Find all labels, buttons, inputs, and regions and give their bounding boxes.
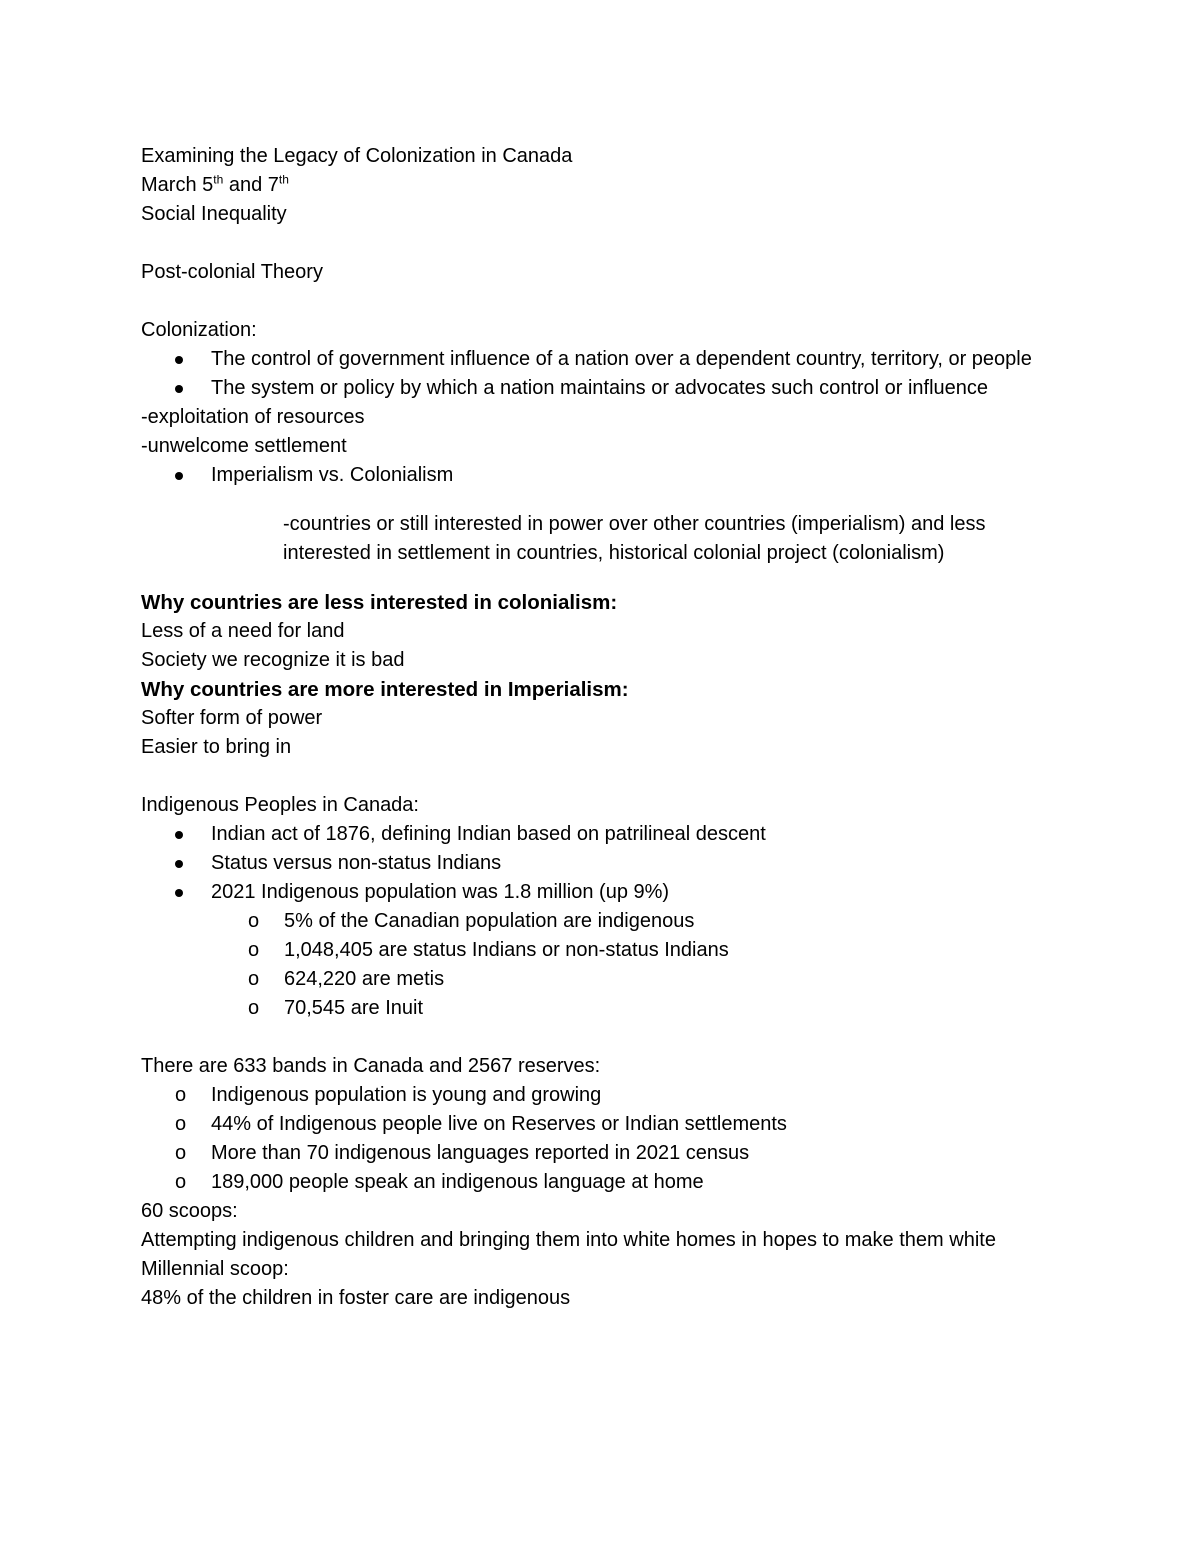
circle-bullet-icon: o: [248, 939, 260, 961]
course-name: Social Inequality: [141, 203, 287, 225]
circle-bullet-icon: o: [248, 997, 260, 1019]
sub-list-item: o 624,220 are metis: [141, 965, 1071, 994]
more-interested-heading: Why countries are more interested in Imperialism:: [141, 678, 629, 701]
list-item: o More than 70 indigenous languages reported in 2021 census: [141, 1139, 1071, 1168]
less-interested-line: Society we recognize it is bad: [141, 649, 405, 671]
list-item: Indian act of 1876, defining Indian based on patrilineal descent: [141, 820, 1071, 849]
circle-bullet-icon: o: [175, 1113, 187, 1135]
list-item: o 44% of Indigenous people live on Reserves or Indian settlements: [141, 1110, 1071, 1139]
less-interested-heading: Why countries are less interested in colonialism:: [141, 591, 618, 614]
bands-list: [141, 1081, 1071, 1197]
bullet-icon: [175, 831, 183, 839]
circle-bullet-icon: o: [175, 1142, 187, 1164]
circle-bullet-icon: o: [175, 1084, 187, 1106]
imperialism-note: -countries or still interested in power over other countries (imperialism) and less interested in settlement in countries, historical colonial project (colonialism): [283, 513, 986, 564]
circle-bullet-icon: o: [175, 1171, 187, 1193]
doc-title: Examining the Legacy of Colonization in Canada: [141, 145, 573, 167]
less-interested-line: Less of a need for land: [141, 620, 345, 642]
bullet-icon: [175, 356, 183, 364]
sub-list-item: o 5% of the Canadian population are indigenous: [141, 907, 1071, 936]
bullet-icon: [175, 385, 183, 393]
more-interested-line: Softer form of power: [141, 707, 323, 729]
bullet-icon: [175, 472, 183, 480]
list-item: The system or policy by which a nation maintains or advocates such control or influence: [141, 374, 1071, 403]
list-item: Status versus non-status Indians: [141, 849, 1071, 878]
doc-date: March 5th and 7th: [141, 172, 289, 196]
document-body: [141, 142, 1071, 1313]
list-item: Imperialism vs. Colonialism: [141, 461, 1071, 490]
list-item: o Indigenous population is young and growing: [141, 1081, 1071, 1110]
circle-bullet-icon: o: [248, 910, 260, 932]
sixties-scoop-heading: 60 scoops:: [141, 1200, 238, 1222]
sub-list-item: o 70,545 are Inuit: [141, 994, 1071, 1023]
list-item: The control of government influence of a nation over a dependent country, territory, or people: [141, 345, 1071, 374]
sub-list-item: o 1,048,405 are status Indians or non-status Indians: [141, 936, 1071, 965]
millennial-scoop-heading: Millennial scoop:: [141, 1258, 289, 1280]
sixties-scoop-text: Attempting indigenous children and bringing them into white homes in hopes to make them white: [141, 1229, 996, 1251]
theory-heading: Post-colonial Theory: [141, 261, 323, 283]
colonization-note: -unwelcome settlement: [141, 435, 347, 457]
list-item: 2021 Indigenous population was 1.8 million (up 9%): [141, 878, 1071, 907]
bullet-icon: [175, 889, 183, 897]
bullet-icon: [175, 860, 183, 868]
millennial-scoop-text: 48% of the children in foster care are indigenous: [141, 1287, 571, 1309]
colonization-definitions: [141, 345, 1071, 403]
colonization-heading: Colonization:: [141, 319, 257, 341]
list-item: o 189,000 people speak an indigenous language at home: [141, 1168, 1071, 1197]
indigenous-list: [141, 820, 1071, 1023]
indigenous-heading: Indigenous Peoples in Canada:: [141, 794, 419, 816]
more-interested-line: Easier to bring in: [141, 736, 292, 758]
bands-heading: There are 633 bands in Canada and 2567 reserves:: [141, 1055, 601, 1077]
circle-bullet-icon: o: [248, 968, 260, 990]
colonization-note: -exploitation of resources: [141, 406, 365, 428]
